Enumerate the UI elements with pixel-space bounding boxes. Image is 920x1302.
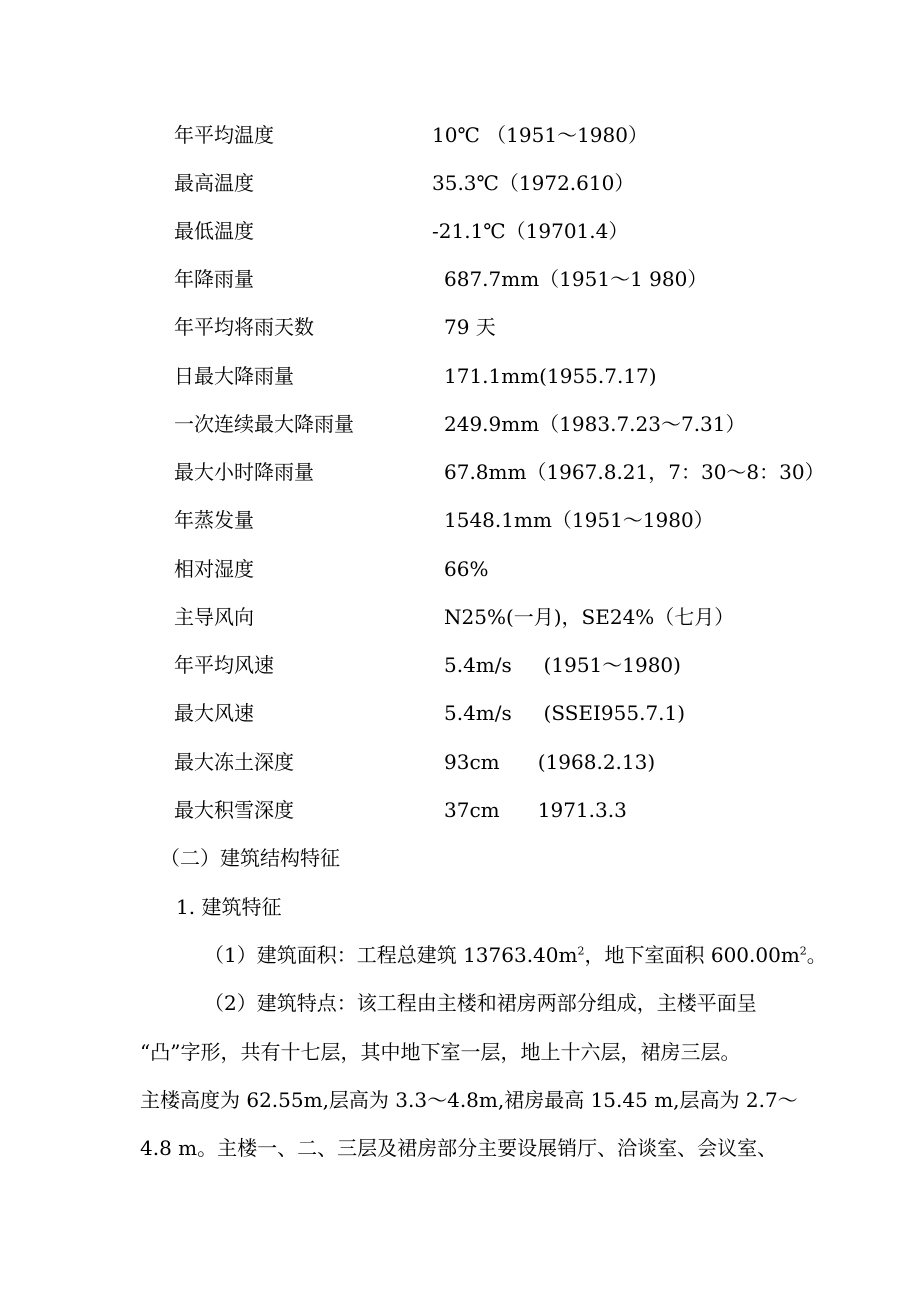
climate-label: 主导风向 bbox=[174, 605, 254, 629]
climate-label: 年蒸发量 bbox=[174, 508, 254, 532]
climate-label: 日最大降雨量 bbox=[174, 364, 294, 388]
area-text: （1）建筑面积：工程总建筑 13763.40m bbox=[204, 943, 578, 967]
climate-value: 67.8mm（1967.8.21，7：30～8：30） bbox=[444, 460, 825, 484]
paragraph-line: “凸”字形，共有十七层，其中地下室一层，地上十六层，裙房三层。 bbox=[140, 1040, 741, 1064]
area-text: 。 bbox=[806, 943, 827, 967]
climate-label: 年降雨量 bbox=[174, 267, 254, 291]
climate-value: 687.7mm（1951～1 980） bbox=[444, 267, 708, 291]
paragraph-line: （2）建筑特点：该工程由主楼和裙房两部分组成，主楼平面呈 bbox=[204, 991, 757, 1015]
section-heading: （二）建筑结构特征 bbox=[160, 846, 340, 870]
paragraph-building-area bbox=[204, 943, 827, 967]
area-text: ，地下室面积 600.00m bbox=[584, 943, 800, 967]
climate-value: N25%(一月)，SE24%（七月） bbox=[444, 605, 735, 629]
subsection-heading: 1. 建筑特征 bbox=[176, 895, 282, 919]
climate-label: 最低温度 bbox=[174, 219, 254, 243]
climate-value: 37cm 1971.3.3 bbox=[444, 798, 627, 822]
climate-label: 最大风速 bbox=[174, 701, 254, 725]
climate-value: 5.4m/s (SSEI955.7.1) bbox=[444, 701, 686, 725]
climate-label: 年平均温度 bbox=[174, 123, 274, 147]
paragraph-line: 4.8 m。主楼一、二、三层及裙房部分主要设展销厅、洽谈室、会议室、 bbox=[140, 1136, 778, 1160]
paragraph-line: 主楼高度为 62.55m,层高为 3.3～4.8m,裙房最高 15.45 m,层高为 2.7～ bbox=[140, 1088, 798, 1112]
climate-value: 10℃ （1951～1980） bbox=[432, 123, 648, 147]
climate-label: 最高温度 bbox=[174, 171, 254, 195]
area-unit-superscript: 2 bbox=[799, 944, 807, 958]
climate-label: 一次连续最大降雨量 bbox=[174, 412, 354, 436]
climate-label: 年平均风速 bbox=[174, 653, 274, 677]
climate-value: 79 天 bbox=[444, 315, 496, 339]
climate-value: 35.3℃（1972.610） bbox=[432, 171, 635, 195]
climate-value: -21.1℃（19701.4） bbox=[432, 219, 629, 243]
climate-label: 最大小时降雨量 bbox=[174, 460, 314, 484]
area-unit-superscript: 2 bbox=[577, 944, 585, 958]
climate-value: 249.9mm（1983.7.23～7.31） bbox=[444, 412, 746, 436]
climate-value: 5.4m/s (1951～1980) bbox=[444, 653, 681, 677]
climate-value: 1548.1mm（1951～1980） bbox=[444, 508, 714, 532]
climate-value: 66% bbox=[444, 557, 489, 581]
climate-label: 年平均将雨天数 bbox=[174, 315, 314, 339]
climate-label: 最大积雪深度 bbox=[174, 798, 294, 822]
climate-value: 93cm (1968.2.13) bbox=[444, 750, 656, 774]
climate-value: 171.1mm(1955.7.17) bbox=[444, 364, 657, 388]
climate-label: 相对湿度 bbox=[174, 557, 254, 581]
climate-label: 最大冻土深度 bbox=[174, 750, 294, 774]
